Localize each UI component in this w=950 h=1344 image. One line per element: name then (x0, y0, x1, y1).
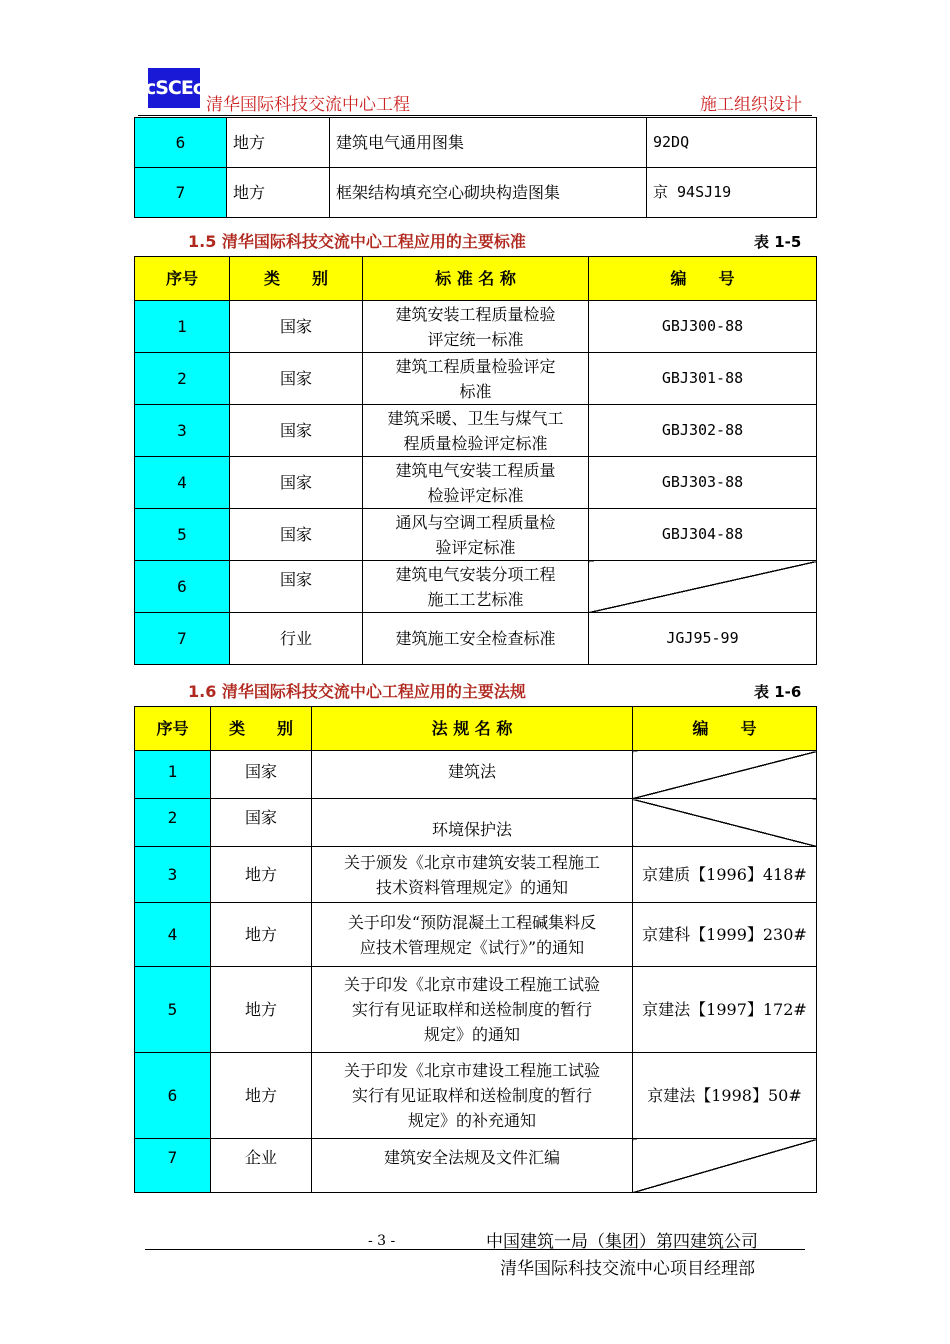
row-number: 6 (135, 1053, 211, 1139)
section-title-standards: 1.5 清华国际科技交流中心工程应用的主要标准 (188, 232, 526, 251)
row-number: 3 (135, 847, 211, 903)
row-category: 国家 (230, 353, 363, 405)
row-category: 行业 (230, 613, 363, 665)
row-name: 建筑电气安装分项工程 施工工艺标准 (363, 561, 589, 613)
row-number: 6 (135, 561, 230, 613)
row-code: 京建法【1998】50# (633, 1053, 817, 1139)
row-number: 3 (135, 405, 230, 457)
row-number: 1 (135, 751, 211, 799)
row-category: 地方 (211, 903, 312, 967)
regulations-table (134, 706, 817, 1193)
row-name: 建筑法 (312, 751, 633, 799)
table-header-row (135, 707, 817, 751)
header-no: 序号 (135, 707, 211, 751)
row-code: 92DQ (647, 118, 817, 168)
footer-divider (145, 1249, 805, 1250)
row-code: GBJ304-88 (589, 509, 817, 561)
table-row (135, 903, 817, 967)
table-row (135, 613, 817, 665)
table-row (135, 847, 817, 903)
section-title-regulations: 1.6 清华国际科技交流中心工程应用的主要法规 (188, 682, 526, 701)
header-name: 法 规 名 称 (312, 707, 633, 751)
header-name: 标 准 名 称 (363, 257, 589, 301)
row-name: 建筑工程质量检验评定 标准 (363, 353, 589, 405)
row-name: 关于印发“预防混凝土工程碱集料反 应技术管理规定《试行》”的通知 (312, 903, 633, 967)
standards-table (134, 256, 817, 665)
table-row (135, 168, 817, 218)
empty-code-cell (633, 1139, 817, 1193)
table-row (135, 1053, 817, 1139)
row-code: 京建质【1996】418# (633, 847, 817, 903)
row-name: 框架结构填充空心砌块构造图集 (330, 168, 647, 218)
row-category: 国家 (230, 457, 363, 509)
header-code: 编 号 (633, 707, 817, 751)
header-doc-type: 施工组织设计 (700, 95, 802, 115)
row-code: GBJ302-88 (589, 405, 817, 457)
row-number: 2 (135, 799, 211, 847)
continued-drawings-table (134, 117, 817, 218)
table-row (135, 561, 817, 613)
row-number: 7 (135, 168, 227, 218)
header-project-title: 清华国际科技交流中心工程 (206, 95, 410, 115)
row-name: 建筑安装工程质量检验 评定统一标准 (363, 301, 589, 353)
row-category: 地方 (227, 168, 330, 218)
row-name: 关于印发《北京市建设工程施工试验 实行有见证取样和送检制度的暂行 规定》的通知 (312, 967, 633, 1053)
row-category: 地方 (227, 118, 330, 168)
header-category: 类 别 (230, 257, 363, 301)
row-name: 关于颁发《北京市建筑安装工程施工 技术资料管理规定》的通知 (312, 847, 633, 903)
row-category: 地方 (211, 967, 312, 1053)
header-code: 编 号 (589, 257, 817, 301)
footer-department: 清华国际科技交流中心项目经理部 (500, 1259, 755, 1279)
table-row (135, 799, 817, 847)
row-name: 环境保护法 (312, 799, 633, 847)
table-label-1-5: 表 1-5 (754, 233, 802, 251)
row-category: 国家 (230, 301, 363, 353)
row-code: JGJ95-99 (589, 613, 817, 665)
table-row (135, 509, 817, 561)
row-category: 国家 (230, 405, 363, 457)
row-code: GBJ301-88 (589, 353, 817, 405)
empty-code-cell (633, 799, 817, 847)
row-category: 国家 (211, 799, 312, 847)
row-number: 2 (135, 353, 230, 405)
row-name: 建筑采暖、卫生与煤气工 程质量检验评定标准 (363, 405, 589, 457)
table-row (135, 457, 817, 509)
row-number: 5 (135, 967, 211, 1053)
row-category: 国家 (211, 751, 312, 799)
row-code: 京建法【1997】172# (633, 967, 817, 1053)
row-number: 4 (135, 903, 211, 967)
row-category: 企业 (211, 1139, 312, 1193)
table-label-1-6: 表 1-6 (754, 683, 802, 701)
empty-code-cell (589, 561, 817, 613)
table-row (135, 301, 817, 353)
table-row (135, 118, 817, 168)
table-row (135, 353, 817, 405)
row-name: 建筑安全法规及文件汇编 (312, 1139, 633, 1193)
row-number: 7 (135, 1139, 211, 1193)
row-code: 京 94SJ19 (647, 168, 817, 218)
row-name: 通风与空调工程质量检 验评定标准 (363, 509, 589, 561)
table-row (135, 751, 817, 799)
row-number: 6 (135, 118, 227, 168)
page-number: - 3 - (368, 1233, 396, 1249)
row-number: 7 (135, 613, 230, 665)
row-code: GBJ303-88 (589, 457, 817, 509)
row-number: 5 (135, 509, 230, 561)
row-category: 地方 (211, 1053, 312, 1139)
table-row (135, 1139, 817, 1193)
cscec-logo: cSCEc (148, 68, 200, 108)
row-category: 国家 (230, 509, 363, 561)
table-row (135, 405, 817, 457)
header-category: 类 别 (211, 707, 312, 751)
header-divider (138, 115, 812, 116)
row-name: 建筑施工安全检查标准 (363, 613, 589, 665)
row-name: 关于印发《北京市建设工程施工试验 实行有见证取样和送检制度的暂行 规定》的补充通知 (312, 1053, 633, 1139)
header-no: 序号 (135, 257, 230, 301)
table-row (135, 967, 817, 1053)
row-number: 4 (135, 457, 230, 509)
row-name: 建筑电气通用图集 (330, 118, 647, 168)
footer-company: 中国建筑一局（集团）第四建筑公司 (486, 1232, 758, 1252)
row-code: GBJ300-88 (589, 301, 817, 353)
row-category: 国家 (230, 561, 363, 613)
row-category: 地方 (211, 847, 312, 903)
table-header-row (135, 257, 817, 301)
row-name: 建筑电气安装工程质量 检验评定标准 (363, 457, 589, 509)
row-number: 1 (135, 301, 230, 353)
empty-code-cell (633, 751, 817, 799)
row-code: 京建科【1999】230# (633, 903, 817, 967)
